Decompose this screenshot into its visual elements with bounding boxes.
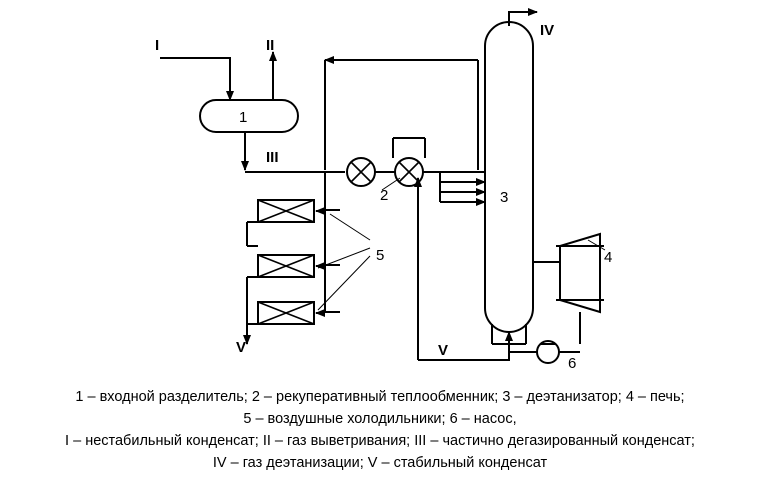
air-cooler-5c-cross — [258, 302, 314, 324]
air-cooler-5b-cross — [258, 255, 314, 277]
label-equipment-3: 3 — [500, 189, 509, 206]
vessel-separator-1 — [200, 100, 298, 132]
heat-exchanger-2b-cross — [399, 162, 419, 182]
caption-line-2: 5 – воздушные холодильники; 6 – насос, — [243, 411, 517, 427]
label-equipment-2: 2 — [380, 187, 389, 204]
label-equipment-4: 4 — [604, 249, 613, 266]
line-stream-IV — [509, 12, 537, 26]
label-stream-IV: IV — [540, 22, 555, 39]
line-pump-to-column — [509, 332, 537, 352]
caption-line-3: I – нестабильный конденсат; II – газ выветривания; III – частично дегазированный конденсат; — [65, 433, 695, 449]
line-bottoms-out — [418, 332, 509, 360]
label-stream-V-left: V — [236, 339, 247, 356]
heat-exchanger-2-cross — [351, 162, 371, 182]
label-equipment-1: 1 — [239, 109, 248, 126]
label-stream-V-right: V — [438, 342, 449, 359]
caption-line-1: 1 – входной разделитель; 2 – рекуперативный теплообменник; 3 – деэтанизатор; 4 – печь; — [75, 389, 685, 405]
caption-line-4: IV – газ деэтанизации; V – стабильный конденсат — [212, 455, 548, 471]
figure-caption — [0, 386, 760, 474]
label-equipment-5: 5 — [376, 247, 385, 264]
line-stream-I — [160, 58, 230, 100]
leader-5a — [330, 214, 370, 240]
label-stream-I: I — [155, 37, 160, 54]
column-deethanizer-3 — [485, 22, 533, 332]
label-stream-III: III — [266, 149, 279, 166]
label-equipment-6: 6 — [568, 355, 577, 372]
air-cooler-5a-cross — [258, 200, 314, 222]
label-stream-II: II — [266, 37, 275, 54]
